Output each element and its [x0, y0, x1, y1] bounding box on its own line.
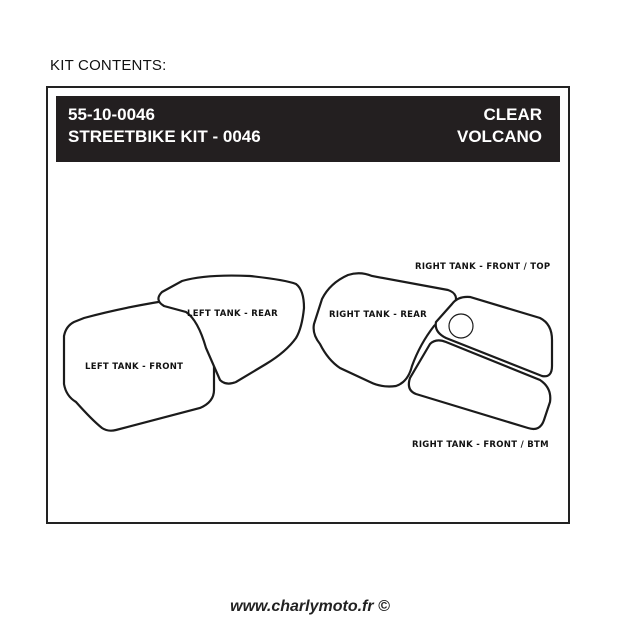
right-tank-rear-label: RIGHT TANK - REAR — [329, 310, 427, 320]
left-tank-front-label: LEFT TANK - FRONT — [85, 362, 184, 372]
finish-label: CLEAR — [483, 105, 542, 124]
kit-name: STREETBIKE KIT - 0046 — [68, 127, 261, 146]
website-footer[interactable]: www.charlymoto.fr © — [230, 598, 390, 615]
left-tank-rear-label: LEFT TANK - REAR — [187, 309, 278, 319]
kit-contents-label: KIT CONTENTS: — [50, 57, 167, 74]
texture-label: VOLCANO — [457, 127, 542, 146]
part-number: 55-10-0046 — [68, 105, 155, 124]
right-tank-front-btm-label: RIGHT TANK - FRONT / BTM — [412, 440, 549, 450]
right-tank-front-top-label: RIGHT TANK - FRONT / TOP — [415, 262, 551, 272]
